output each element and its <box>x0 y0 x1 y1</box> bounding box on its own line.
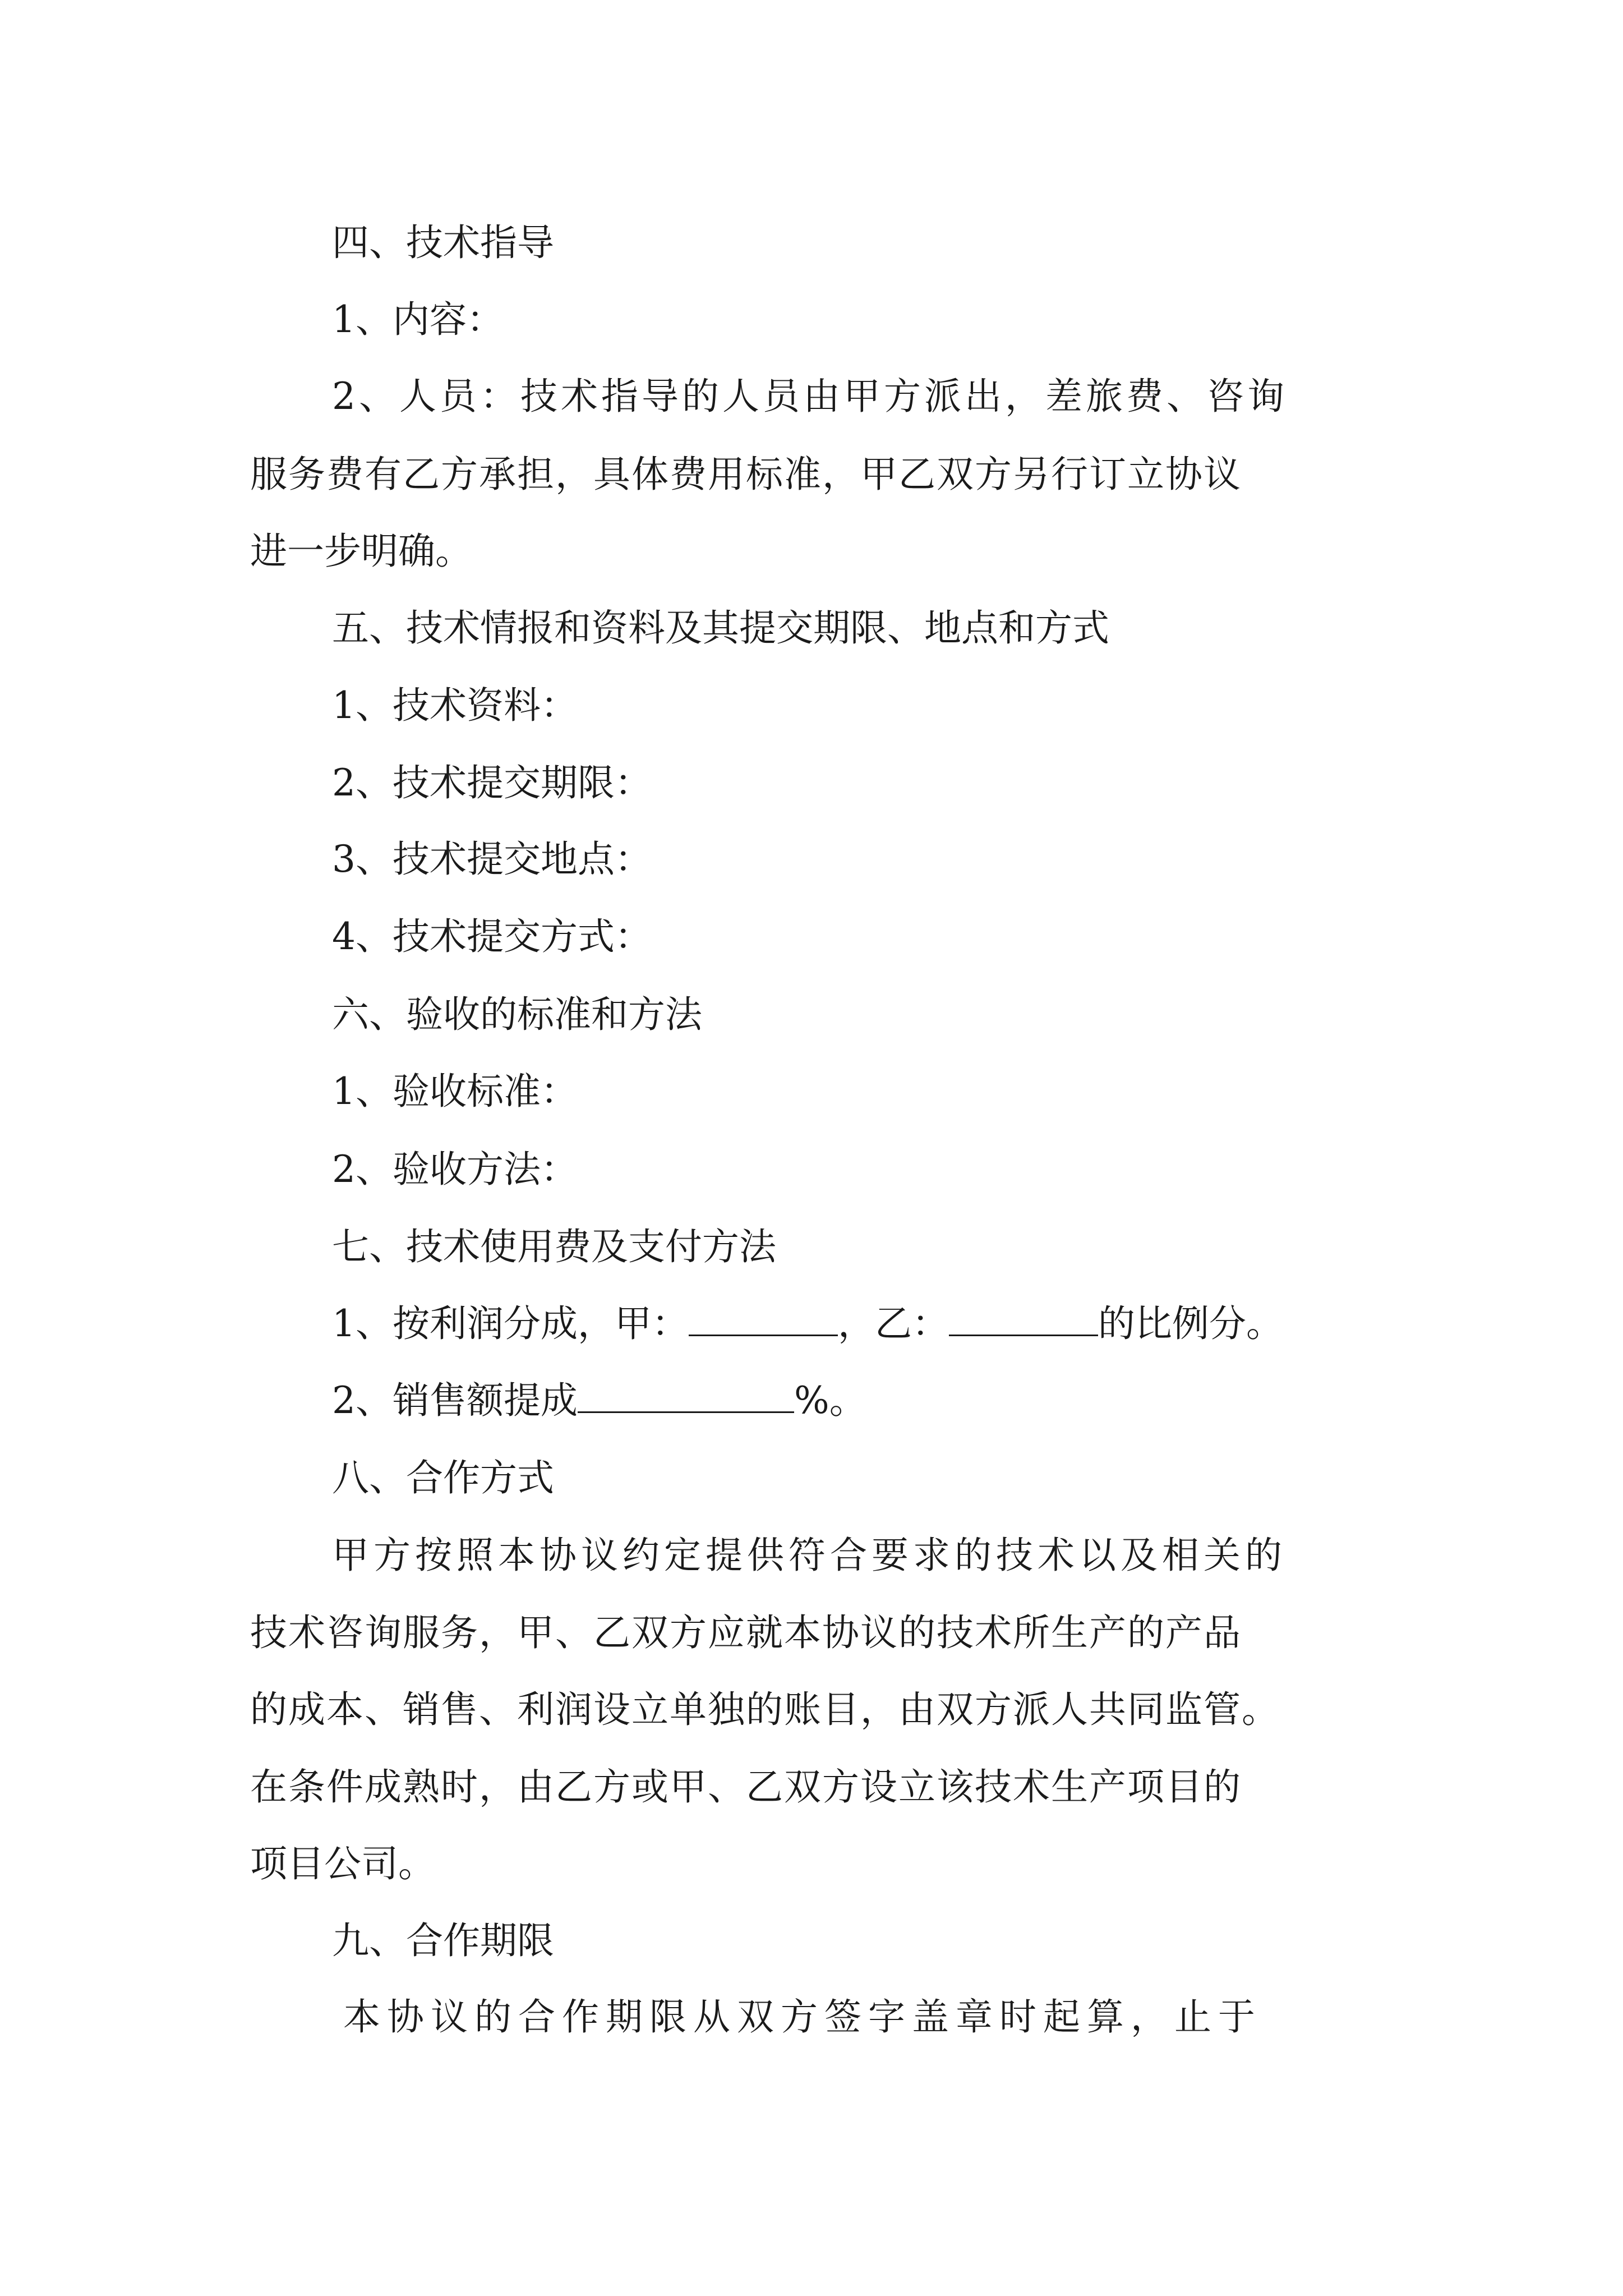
party-b-share-blank[interactable] <box>949 1303 1098 1336</box>
item-submission-location: 3、技术提交地点： <box>332 838 652 881</box>
profit-share-middle: ，乙： <box>838 1302 949 1345</box>
item-sales-commission <box>332 1378 866 1423</box>
paragraph-line: 在条件成熟时，由乙方或甲、乙双方设立该技术生产项目的 <box>250 1765 1242 1809</box>
paragraph-line: 项目公司。 <box>250 1842 435 1885</box>
paragraph-line: 本协议的合作期限从双方签字盖章时起算，止于 <box>343 1995 1262 2039</box>
item-submission-method: 4、技术提交方式： <box>332 915 652 958</box>
paragraph-line: 服务费有乙方承担，具体费用标准，甲乙双方另行订立协议 <box>250 453 1242 496</box>
paragraph-line: 的成本、销售、利润设立单独的账目，由双方派人共同监管。 <box>250 1688 1280 1731</box>
party-a-share-blank[interactable] <box>689 1303 838 1336</box>
paragraph-line: 进一步明确。 <box>250 530 472 573</box>
item-submission-deadline: 2、技术提交期限： <box>332 761 652 804</box>
paragraph-line: 技术咨询服务，甲、乙双方应就本协议的技术所生产的产品 <box>250 1611 1242 1654</box>
item-profit-share <box>332 1301 1283 1346</box>
section-heading-cooperation-term: 九、合作期限 <box>332 1919 554 1962</box>
item-content: 1、内容： <box>332 298 504 341</box>
section-heading-acceptance: 六、验收的标准和方法 <box>332 993 702 1036</box>
item-acceptance-standard: 1、验收标准： <box>332 1070 578 1113</box>
section-heading-cooperation-mode: 八、合作方式 <box>332 1456 554 1499</box>
item-personnel: 2、人员：技术指导的人员由甲方派出，差旅费、咨询 <box>332 375 1288 418</box>
section-heading-technical-guidance: 四、技术指导 <box>332 221 554 264</box>
item-acceptance-method: 2、验收方法： <box>332 1148 578 1191</box>
sales-commission-prefix: 2、销售额提成 <box>332 1379 578 1422</box>
item-technical-materials: 1、技术资料： <box>332 684 578 727</box>
profit-share-prefix: 1、按利润分成，甲： <box>332 1302 689 1345</box>
paragraph-line: 甲方按照本协议约定提供符合要求的技术以及相关的 <box>332 1534 1287 1577</box>
section-heading-usage-fee: 七、技术使用费及支付方法 <box>332 1225 776 1268</box>
profit-share-suffix: 的比例分。 <box>1098 1302 1283 1345</box>
section-heading-technical-materials: 五、技术情报和资料及其提交期限、地点和方式 <box>332 606 1109 650</box>
sales-commission-suffix: %。 <box>794 1379 866 1422</box>
commission-rate-blank[interactable] <box>578 1380 794 1413</box>
